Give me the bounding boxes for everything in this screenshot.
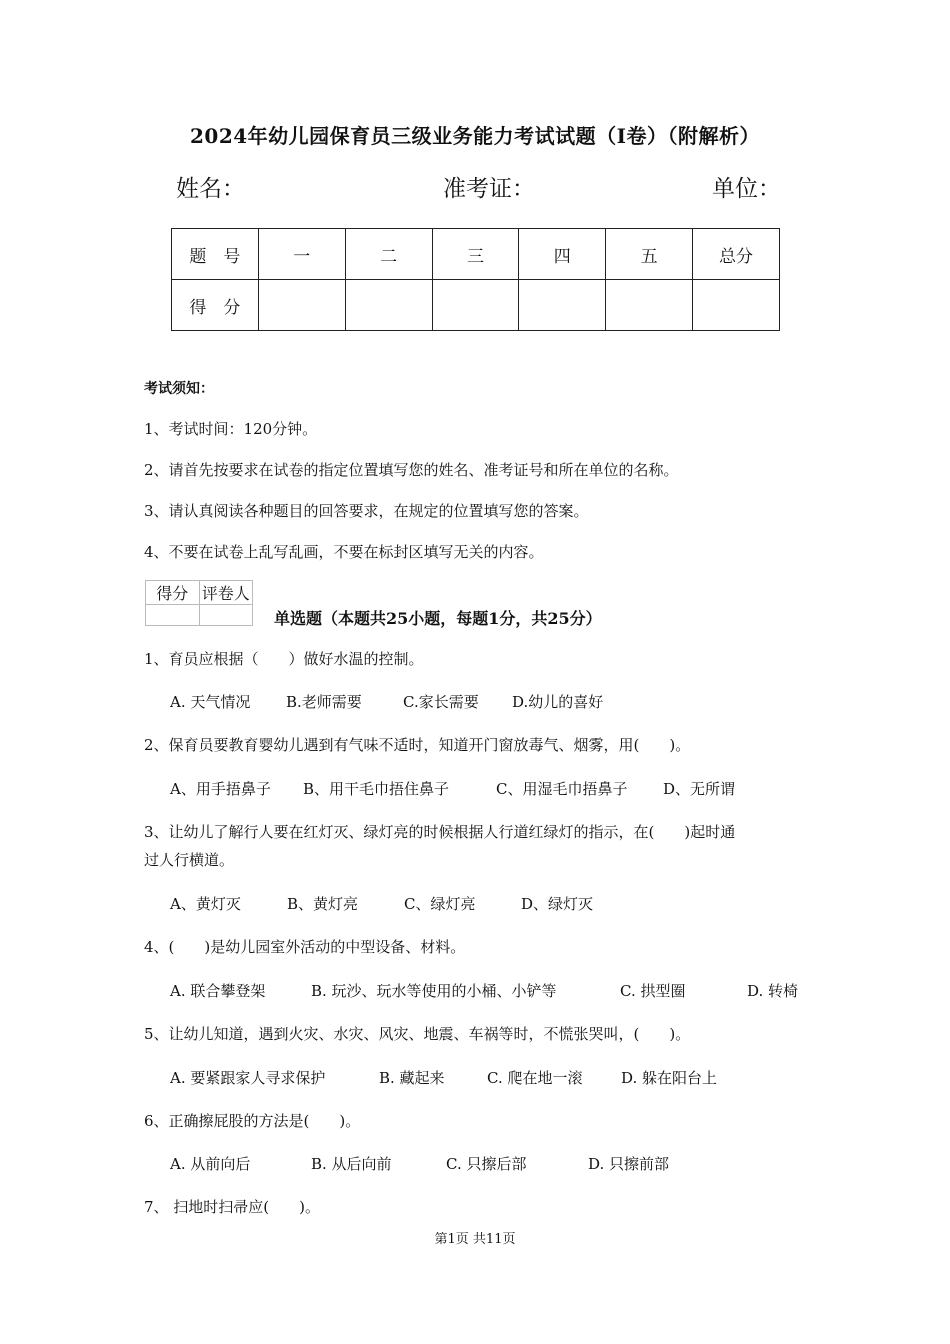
score-cell[interactable] [258, 280, 345, 331]
score-cell[interactable] [519, 280, 606, 331]
answer-option: C、绿灯亮 [404, 895, 476, 913]
answer-option: A、用手捂鼻子 [170, 780, 271, 798]
exam-number-field-label: 准考证： [443, 176, 535, 202]
answer-option: B. 从后向前 [311, 1155, 392, 1173]
answer-option: B.老师需要 [286, 693, 362, 711]
question-stem: 7、 扫地时扫帚应( )。 [144, 1198, 321, 1216]
section-heading: 单选题（本题共25小题，每题1分，共25分） [274, 609, 602, 628]
answer-option: B、黄灯亮 [287, 895, 359, 913]
question-stem: 5、让幼儿知道，遇到火灾、水灾、风灾、地震、车祸等时，不慌张哭叫，( )。 [144, 1025, 691, 1043]
grader-box-score-cell[interactable] [146, 605, 200, 626]
score-cell[interactable] [432, 280, 519, 331]
unit-field-label: 单位： [712, 176, 781, 202]
answer-option: A. 联合攀登架 [170, 982, 266, 1000]
score-table-header-cell: 一 [258, 229, 345, 280]
answer-option: C. 拱型圈 [620, 982, 686, 1000]
notice-item: 2、请首先按要求在试卷的指定位置填写您的姓名、准考证号和所在单位的名称。 [144, 461, 679, 479]
answer-option: C. 只擦后部 [446, 1155, 527, 1173]
score-table-header-row [172, 229, 780, 280]
page-footer: 第1页 共11页 [434, 1232, 516, 1247]
question-stem: 4、( )是幼儿园室外活动的中型设备、材料。 [144, 938, 466, 956]
score-table-header-cell: 三 [432, 229, 519, 280]
answer-option: B. 藏起来 [379, 1069, 445, 1087]
answer-option: D.幼儿的喜好 [512, 693, 604, 711]
score-table-header-cell: 总分 [693, 229, 780, 280]
answer-option: A. 天气情况 [170, 693, 251, 711]
answer-option: C、用湿毛巾捂鼻子 [496, 780, 628, 798]
question-stem-continued: 过人行横道。 [144, 851, 235, 869]
score-table-header-cell: 二 [345, 229, 432, 280]
question-stem: 3、让幼儿了解行人要在红灯灭、绿灯亮的时候根据人行道红绿灯的指示，在( )起时通 [144, 823, 736, 841]
grader-box [145, 580, 253, 626]
score-cell[interactable] [693, 280, 780, 331]
score-table-header-cell: 题 号 [172, 229, 259, 280]
answer-option: C. 爬在地一滚 [487, 1069, 583, 1087]
notice-item: 4、不要在试卷上乱写乱画，不要在标封区填写无关的内容。 [144, 543, 544, 561]
score-row-label: 得 分 [172, 280, 259, 331]
answer-option: B、用干毛巾捂住鼻子 [303, 780, 450, 798]
answer-option: A. 从前向后 [170, 1155, 251, 1173]
answer-option: B. 玩沙、玩水等使用的小桶、小铲等 [311, 982, 557, 1000]
score-table [171, 228, 780, 331]
grader-box-grader-cell[interactable] [199, 605, 253, 626]
answer-option: D. 只擦前部 [588, 1155, 670, 1173]
answer-option: A. 要紧跟家人寻求保护 [170, 1069, 326, 1087]
question-stem: 1、育员应根据（ ）做好水温的控制。 [144, 650, 424, 668]
notice-item: 3、请认真阅读各种题目的回答要求，在规定的位置填写您的答案。 [144, 502, 589, 520]
score-table-header-cell: 五 [606, 229, 693, 280]
page-title: 2024年幼儿园保育员三级业务能力考试试题（I卷）（附解析） [189, 124, 761, 148]
score-cell[interactable] [606, 280, 693, 331]
question-stem: 6、正确擦屁股的方法是( )。 [144, 1112, 361, 1130]
name-field-label: 姓名： [176, 176, 245, 202]
score-cell[interactable] [345, 280, 432, 331]
score-table-score-row [172, 280, 780, 331]
notice-item: 1、考试时间：120分钟。 [144, 420, 318, 438]
grader-box-grader-label: 评卷人 [199, 581, 253, 605]
notice-heading: 考试须知： [144, 381, 214, 397]
score-table-header-cell: 四 [519, 229, 606, 280]
answer-option: A、黄灯灭 [170, 895, 241, 913]
question-stem: 2、保育员要教育婴幼儿遇到有气味不适时，知道开门窗放毒气、烟雾，用( )。 [144, 736, 691, 754]
answer-option: D、无所谓 [663, 780, 736, 798]
answer-option: D. 转椅 [747, 982, 799, 1000]
grader-box-score-label: 得分 [146, 581, 200, 605]
answer-option: D. 躲在阳台上 [621, 1069, 718, 1087]
answer-option: C.家长需要 [403, 693, 479, 711]
answer-option: D、绿灯灭 [521, 895, 594, 913]
